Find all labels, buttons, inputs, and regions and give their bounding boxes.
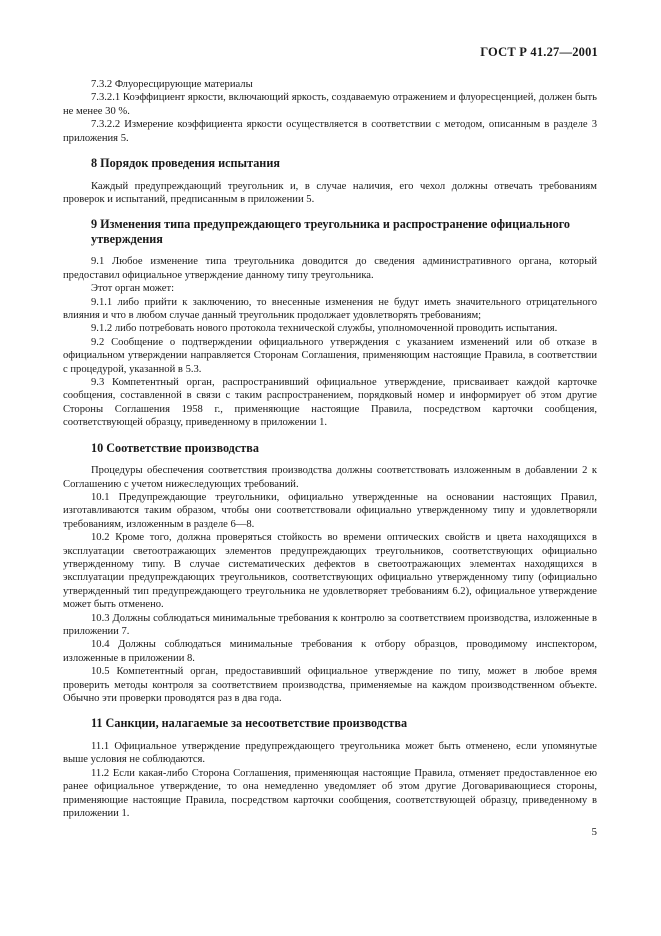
document-body — [63, 78, 597, 820]
paragraph-7-3-2-1: 7.3.2.1 Коэффициент яркости, включающий яркость, создаваемую отражением и флуоресценцией, должен быть не менее 30 %. — [63, 92, 597, 117]
section-9-heading: 9 Изменения типа предупреждающего треугольника и распространение официального утверждения — [91, 217, 571, 246]
paragraph-9-1-2: 9.1.2 либо потребовать нового протокола технической службы, уполномоченной проводить испытания. — [91, 323, 558, 335]
paragraph-11-1: 11.1 Официальное утверждение предупреждающего треугольника может быть отменено, если упомянутые выше условия не соблюдаются. — [63, 740, 597, 766]
paragraph-7-3-2-2: 7.3.2.2 Измерение коэффициента яркости осуществляется в соответствии с методом, описанным в разделе 3 приложения 5. — [63, 119, 597, 144]
paragraph-9-3: 9.3 Компетентный орган, распространивший официальное утверждение, присваивает каждой карточке сообщения, составленной в связи с таким распространением, порядковый номер и информирует об этом другие Стороны Соглашения 1958 г., применяющие настоящие Правила, посредством карточки сообщения, соответствующей образцу, приведенному в приложении 1. — [63, 377, 597, 429]
paragraph-10-4: 10.4 Должны соблюдаться минимальные требования к отбору образцов, проводимому инспектором, изложенные в приложении 8. — [63, 639, 597, 664]
paragraph-9-1-intro: Этот орган может: — [91, 283, 175, 295]
section-11-heading: 11 Санкции, налагаемые за несоответствие производства — [91, 716, 408, 731]
section-8-heading: 8 Порядок проведения испытания — [91, 156, 280, 171]
paragraph-10-5: 10.5 Компетентный орган, предоставивший официальное утверждение по типу, может в любое время проверить методы контроля за соответствием производства, применяемые на каждом производственном объекте. Обычно эти проверки проводятся раз в два года. — [63, 666, 597, 705]
paragraph-10-2: 10.2 Кроме того, должна проверяться стойкость во времени оптических свойств и цвета находящихся в эксплуатации светоотражающих элементов предупреждающих треугольников, соответствующих официально утвержденному типу. В случае систематических дефектов в светоотражающих элементах находящихся в эксплуатации предупреждающих треугольников, соответствующих официально утвержденному типу (официально утвержденный тип предупреждающего треугольника не удовлетворяет требованиям 6.2), официальное утверждение может быть отменено. — [63, 532, 597, 611]
paragraph-7-3-2: 7.3.2 Флуоресцирующие материалы — [91, 79, 253, 90]
page-number: 5 — [591, 826, 597, 838]
paragraph-10-intro: Процедуры обеспечения соответствия производства должны соответствовать изложенным в добавлении 2 к Соглашению с учетом нижеследующих требований. — [63, 465, 597, 490]
document-header: ГОСТ Р 41.27—2001 — [480, 45, 598, 59]
paragraph-8: Каждый предупреждающий треугольник и, в случае наличия, его чехол должны отвечать требованиям проверок и испытаний, предписанным в приложении 5. — [63, 180, 597, 205]
paragraph-9-1: 9.1 Любое изменение типа треугольника доводится до сведения административного органа, который предоставил официальное утверждение данному типу треугольника. — [63, 256, 597, 281]
paragraph-10-1: 10.1 Предупреждающие треугольники, официально утвержденные на основании настоящих Правил, изготавливаются таким образом, чтобы они соответствовали официально утвержденному типу и удовлетворяли требованиям, изложенным в разделе 6—8. — [63, 491, 597, 530]
paragraph-9-1-1: 9.1.1 либо прийти к заключению, то внесенные изменения не будут иметь значительного отрицательного влияния и что в любом случае данный треугольник продолжает удовлетворять требованиям; — [63, 296, 597, 321]
section-10-heading: 10 Соответствие производства — [91, 440, 259, 455]
paragraph-10-3: 10.3 Должны соблюдаться минимальные требования к контролю за соответствием производства, изложенные в приложении 7. — [63, 612, 597, 637]
paragraph-9-2: 9.2 Сообщение о подтверждении официального утверждения с указанием изменений или об отказе в официальном утверждении направляется Сторонам Соглашения, применяющим настоящие Правила, в соответствии с процедурой, указанной в 5.3. — [63, 336, 597, 375]
paragraph-11-2: 11.2 Если какая-либо Сторона Соглашения, применяющая настоящие Правила, отменяет предоставленное ею ранее официальное утверждение, то она немедленно уведомляет об этом другие Договаривающиеся стороны, применяющие настоящие Правила, посредством карточки сообщения, соответствующей образцу, приведенному в приложении 1. — [63, 767, 597, 819]
